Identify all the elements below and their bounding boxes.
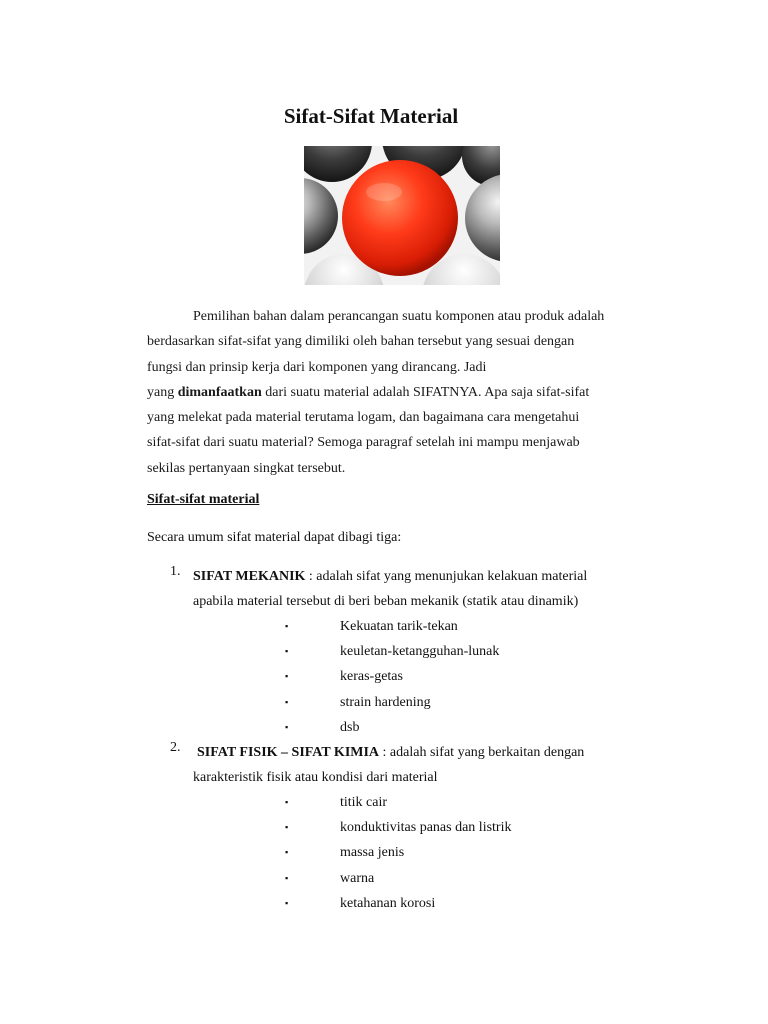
item-description: : adalah sifat yang berkaitan dengan <box>379 745 585 760</box>
list-item-label: konduktivitas panas dan listrik <box>340 820 512 836</box>
paragraph-line: berdasarkan sifat-sifat yang dimiliki oleh bahan tersebut yang sesuai dengan <box>147 334 575 350</box>
bullet-icon: ▪ <box>285 646 289 657</box>
paragraph-text: dari suatu material adalah SIFATNYA. Apa saja sifat-sifat <box>261 384 590 400</box>
item-number: 1. <box>170 564 181 579</box>
page-title: Sifat-Sifat Material <box>283 104 459 128</box>
spheres-illustration <box>304 146 500 285</box>
item-body <box>193 564 663 614</box>
bullet-icon: ▪ <box>285 897 289 908</box>
bullet-icon: ▪ <box>285 847 289 858</box>
bullet-icon: ▪ <box>285 696 289 707</box>
section-intro: Secara umum sifat material dapat dibagi tiga: <box>147 530 402 545</box>
item-heading: SIFAT MEKANIK <box>193 569 306 584</box>
bullet-icon: ▪ <box>285 872 289 883</box>
item-body <box>193 740 667 790</box>
intro-paragraph <box>147 304 667 481</box>
paragraph-line: sifat-sifat dari suatu material? Semoga paragraf setelah ini mampu menjawab <box>147 435 580 451</box>
bullet-icon: ▪ <box>285 671 289 682</box>
item-number: 2. <box>170 740 181 755</box>
list-item-label: keuletan-ketangguhan-lunak <box>340 644 500 660</box>
item-line: apabila material tersebut di beri beban mekanik (statik atau dinamik) <box>193 594 579 609</box>
paragraph-line: fungsi dan prinsip kerja dari komponen yang dirancang. Jadi <box>147 359 487 375</box>
item-description: : adalah sifat yang menunjukan kelakuan material <box>305 569 588 584</box>
list-item-label: warna <box>340 870 375 886</box>
list-item-label: ketahanan korosi <box>340 895 436 911</box>
material-spheres-image <box>304 146 500 285</box>
list-item-label: dsb <box>340 719 360 735</box>
list-item-label: massa jenis <box>340 845 405 861</box>
section-heading: Sifat-sifat material <box>147 492 260 507</box>
list-item-label: keras-getas <box>340 669 403 685</box>
item-heading: SIFAT FISIK – SIFAT KIMIA <box>197 745 380 760</box>
list-item-label: Kekuatan tarik-tekan <box>340 619 458 634</box>
paragraph-line: yang melekat pada material terutama logam, dan bagaimana cara mengetahui <box>147 410 580 426</box>
item-line: karakteristik fisik atau kondisi dari material <box>193 770 438 785</box>
item-line <box>197 740 667 765</box>
bullet-icon: ▪ <box>285 721 289 732</box>
bullet-icon: ▪ <box>285 797 289 807</box>
item-line <box>193 564 663 589</box>
list-item-label: strain hardening <box>340 694 431 710</box>
list-item-label: titik cair <box>340 795 388 810</box>
bullet-icon: ▪ <box>285 621 289 631</box>
bullet-icon: ▪ <box>285 822 289 833</box>
paragraph-text: yang <box>147 384 178 400</box>
paragraph-line: Pemilihan bahan dalam perancangan suatu komponen atau produk adalah <box>193 309 605 324</box>
paragraph-emphasis: dimanfaatkan <box>177 384 262 400</box>
paragraph-line <box>147 380 667 405</box>
paragraph-line: sekilas pertanyaan singkat tersebut. <box>147 460 346 476</box>
